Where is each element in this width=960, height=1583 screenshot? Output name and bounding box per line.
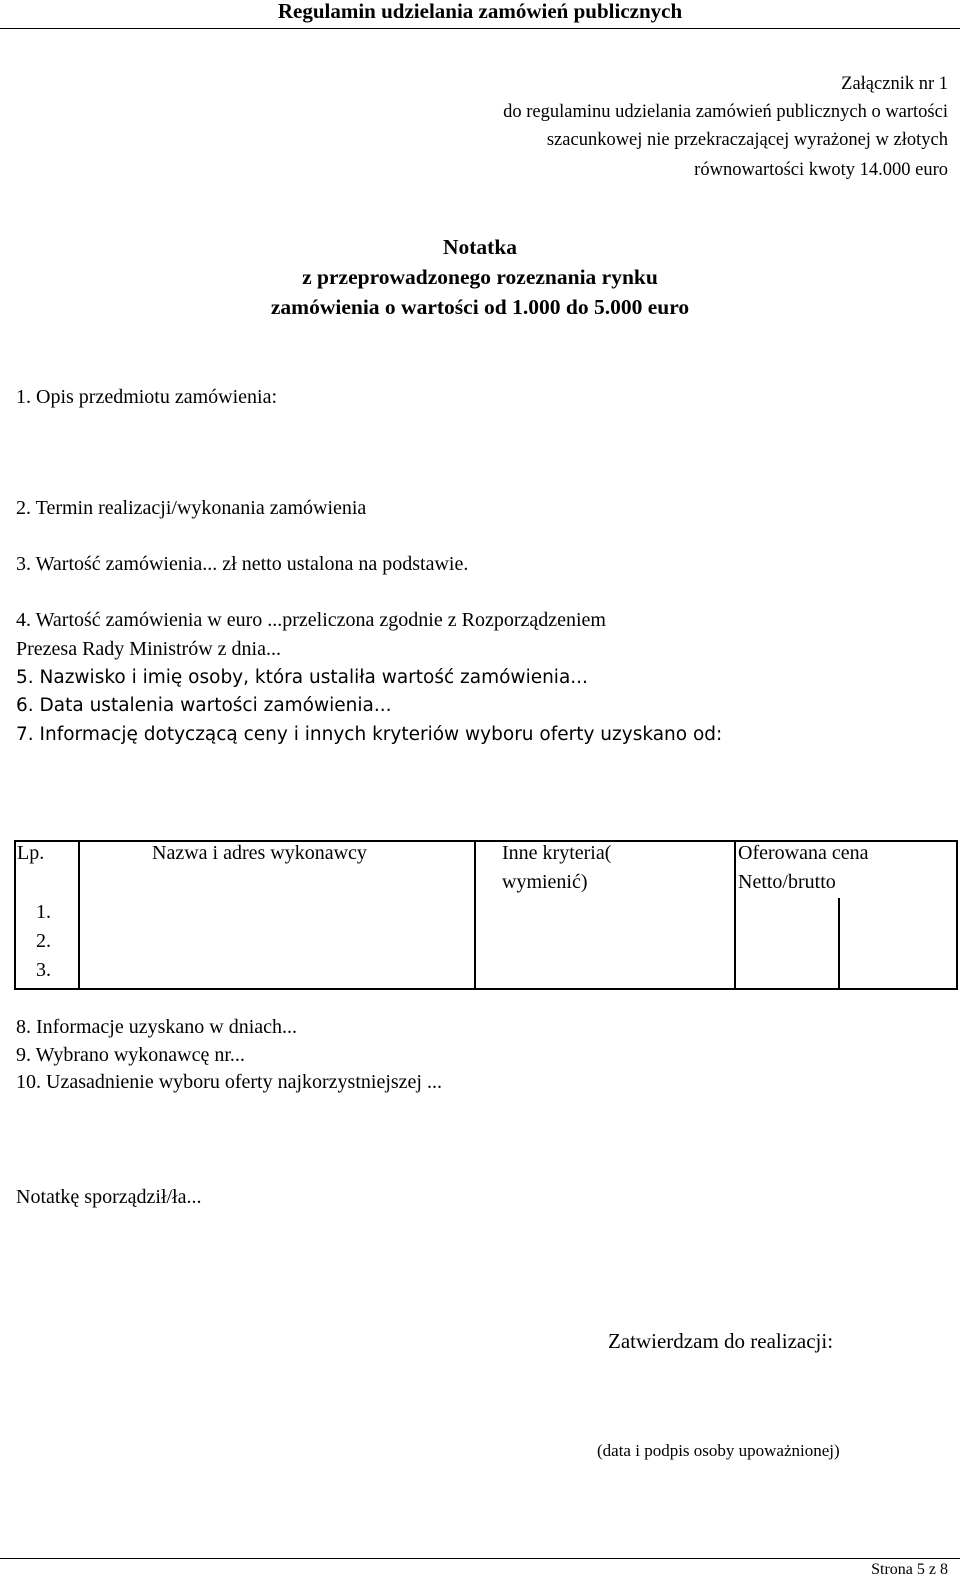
table-row-number: 2. — [36, 930, 51, 952]
document-header-title: Regulamin udzielania zamówień publicznych — [277, 0, 683, 23]
table-header-price-cont: Netto/brutto — [738, 871, 836, 893]
header-divider — [0, 28, 960, 29]
table-header-price: Oferowana cena — [738, 842, 869, 864]
annex-line-4: równowartości kwoty 14.000 euro — [694, 160, 948, 180]
footer-divider — [0, 1558, 960, 1559]
annex-line-1: Załącznik nr 1 — [841, 74, 948, 94]
table-header-criteria-cont: wymienić) — [502, 871, 588, 893]
annex-line-3: szacunkowej nie przekraczającej wyrażonej w złotych — [546, 130, 948, 150]
note-title: Notatka — [442, 235, 518, 259]
item-4-value-euro: 4. Wartość zamówienia w euro ...przeliczona zgodnie z Rozporządzeniem — [16, 609, 606, 631]
table-header-lp: Lp. — [17, 842, 45, 864]
item-5-person: 5. Nazwisko i imię osoby, która ustaliła wartość zamówienia... — [16, 667, 588, 688]
table-column-divider — [838, 898, 840, 988]
prepared-by: Notatkę sporządził/ła... — [16, 1186, 202, 1208]
table-header-criteria: Inne kryteria( — [502, 842, 612, 864]
table-header-contractor: Nazwa i adres wykonawcy — [152, 842, 367, 864]
table-column-divider — [78, 842, 80, 988]
item-10-justification: 10. Uzasadnienie wyboru oferty najkorzystniejszej ... — [16, 1071, 442, 1093]
table-column-divider — [734, 842, 736, 988]
item-7-info: 7. Informację dotyczącą ceny i innych kryteriów wyboru oferty uzyskano od: — [16, 724, 723, 745]
approval-label: Zatwierdzam do realizacji: — [608, 1329, 834, 1353]
item-2-deadline: 2. Termin realizacji/wykonania zamówienia — [16, 497, 367, 519]
signature-caption: (data i podpis osoby upoważnionej) — [597, 1441, 840, 1460]
note-subtitle-1: z przeprowadzonego rozeznania rynku — [302, 265, 658, 289]
item-8-info-dates: 8. Informacje uzyskano w dniach... — [16, 1016, 298, 1038]
item-4-value-euro-cont: Prezesa Rady Ministrów z dnia... — [16, 638, 281, 660]
table-row-number: 1. — [36, 901, 51, 923]
table-column-divider — [474, 842, 476, 988]
item-1-subject: 1. Opis przedmiotu zamówienia: — [16, 386, 278, 408]
item-6-date: 6. Data ustalenia wartości zamówienia... — [16, 695, 392, 716]
annex-line-2: do regulaminu udzielania zamówień publicznych o wartości — [503, 102, 948, 122]
item-9-selected-contractor: 9. Wybrano wykonawcę nr... — [16, 1044, 245, 1066]
note-subtitle-2: zamówienia o wartości od 1.000 do 5.000 euro — [270, 295, 690, 319]
item-3-value: 3. Wartość zamówienia... zł netto ustalona na podstawie. — [16, 553, 469, 575]
table-row-number: 3. — [36, 959, 51, 981]
page-number: Strona 5 z 8 — [871, 1561, 948, 1578]
offers-table — [14, 840, 958, 990]
